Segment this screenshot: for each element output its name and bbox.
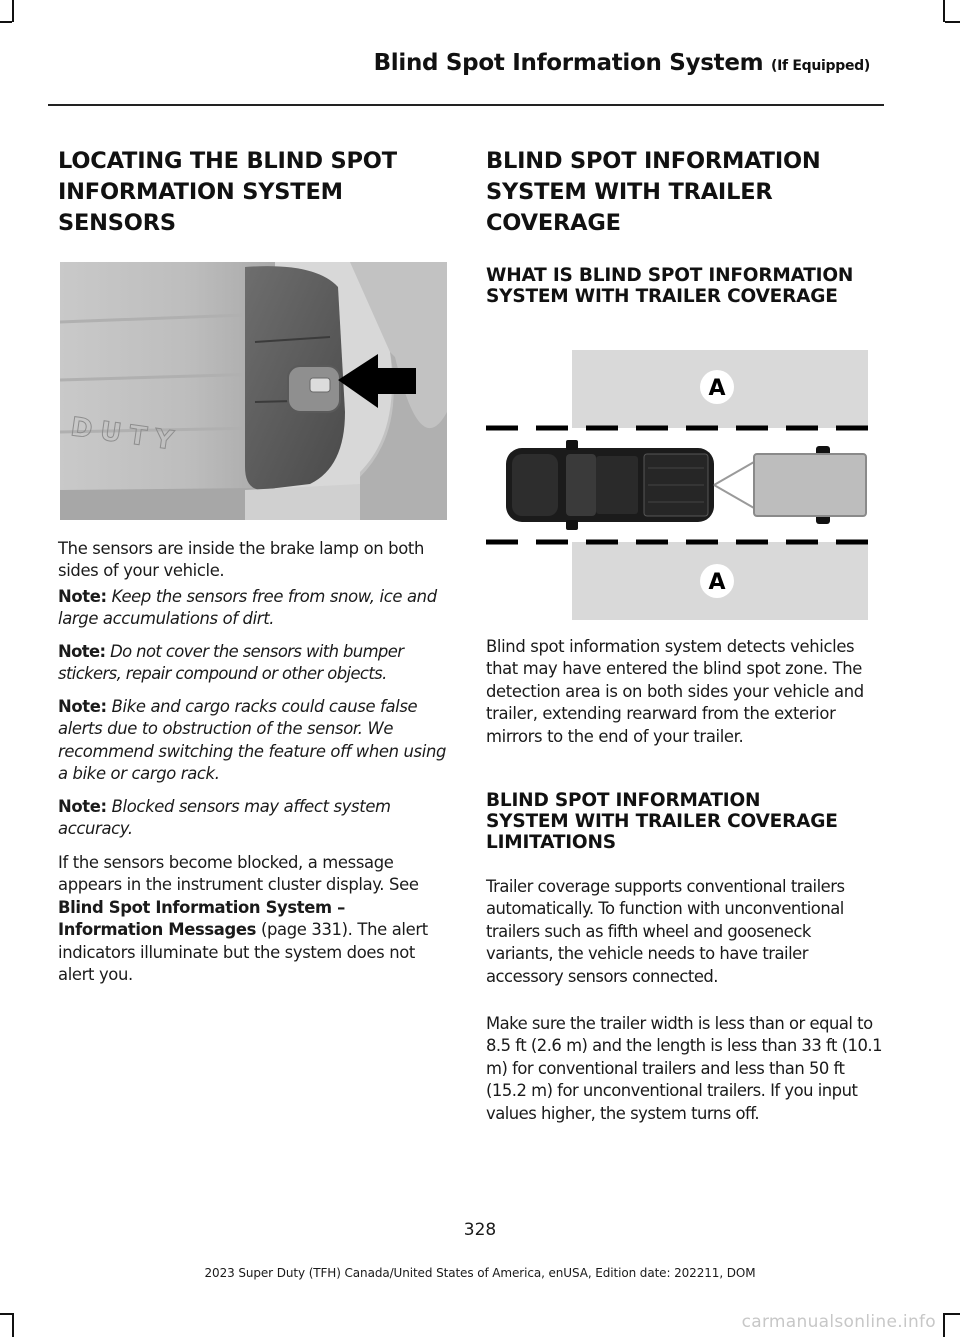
header-divider xyxy=(48,104,884,106)
trailer-size-paragraph: Make sure the trailer width is less than or equal to 8.5 ft (2.6 m) and the length is less than 33 ft (10.1 m) for conventional trailers and less than 50 ft (15.2 m) for unconventional trailers. If you input values higher, the system turns off. xyxy=(486,1014,883,1123)
blocked-sensors-paragraph xyxy=(58,852,450,986)
note-label: Note: xyxy=(58,697,107,716)
zone-label-top: A xyxy=(708,376,726,401)
subsection-heading-limitations: BLIND SPOT INFORMATION SYSTEM WITH TRAILER COVERAGE LIMITATIONS xyxy=(486,790,838,853)
note-2 xyxy=(58,641,450,686)
heading-line: INFORMATION SYSTEM xyxy=(58,179,343,205)
heading-line: SYSTEM WITH TRAILER xyxy=(486,179,773,205)
crop-mark-bottom-right-v xyxy=(943,1313,945,1337)
header-subtitle: (If Equipped) xyxy=(771,58,870,74)
header-title-text: Blind Spot Information System xyxy=(373,50,764,76)
note-text: Bike and cargo racks could cause false alerts due to obstruction of the sensor. We recommend switching the feature off when using a bike or cargo rack. xyxy=(58,697,447,784)
note-1 xyxy=(58,586,450,631)
section-heading-trailer-coverage xyxy=(486,146,886,238)
crop-mark-bottom-left-h xyxy=(0,1313,12,1315)
footer-edition-info: 2023 Super Duty (TFH) Canada/United States of America, enUSA, Edition date: 202211, DOM xyxy=(204,1266,756,1280)
page-number: 328 xyxy=(463,1220,497,1240)
watermark: carmanualsonline.info xyxy=(741,1312,936,1332)
subsection-heading-what-is: WHAT IS BLIND SPOT INFORMATION SYSTEM WITH TRAILER COVERAGE xyxy=(486,265,854,307)
note-label: Note: xyxy=(58,587,107,606)
cross-reference-page: (page 331). xyxy=(260,920,353,940)
note-3 xyxy=(58,696,450,786)
note-text: Keep the sensors free from snow, ice and large accumulations of dirt. xyxy=(58,587,437,629)
truck-top-view xyxy=(506,440,714,530)
crop-mark-top-right-h xyxy=(945,21,960,23)
tailgate-badge-text: DUTY xyxy=(68,412,184,458)
section-heading-locating-sensors xyxy=(58,146,458,238)
detection-area-paragraph: Blind spot information system detects vehicles that may have entered the blind spot zone. The detection area is on both sides your vehicle and trailer, extending rearward from the exterior mirrors to the end of your trailer. xyxy=(486,637,864,746)
page-header-title xyxy=(0,50,870,76)
blocked-text-b: The alert indicators illuminate but the system does not alert you. xyxy=(58,920,428,985)
blocked-text-a: If the sensors become blocked, a message appears in the instrument cluster display. See xyxy=(58,853,419,895)
heading-line: BLIND SPOT INFORMATION xyxy=(486,148,821,174)
sensor-location-illustration xyxy=(60,262,447,520)
trailer-top-view xyxy=(754,446,866,524)
note-label: Note: xyxy=(58,797,107,816)
crop-mark-bottom-left-v xyxy=(12,1313,14,1337)
trailer-coverage-diagram xyxy=(486,350,886,620)
heading-line: SENSORS xyxy=(58,210,176,236)
crop-mark-top-left-h xyxy=(0,21,12,23)
heading-line: LOCATING THE BLIND SPOT xyxy=(58,148,397,174)
crop-mark-bottom-right-h xyxy=(945,1313,960,1315)
sensor-location-paragraph: The sensors are inside the brake lamp on both sides of your vehicle. xyxy=(58,539,425,581)
note-text: Blocked sensors may affect system accuracy. xyxy=(58,797,391,839)
crop-mark-top-right-v xyxy=(943,0,945,22)
crop-mark-top-left-v xyxy=(12,0,14,22)
note-label: Note: xyxy=(58,642,106,661)
trailer-support-paragraph: Trailer coverage supports conventional trailers automatically. To function with unconventional trailers such as fifth wheel and gooseneck variants, the vehicle needs to have trailer accessory sensors connected. xyxy=(486,877,845,986)
cross-reference-link[interactable]: Blind Spot Information System – Information Messages xyxy=(58,897,345,940)
note-4 xyxy=(58,796,450,841)
heading-line: COVERAGE xyxy=(486,210,621,236)
note-text: Do not cover the sensors with bumper stickers, repair compound or other objects. xyxy=(58,642,404,684)
zone-label-bottom: A xyxy=(708,570,726,595)
